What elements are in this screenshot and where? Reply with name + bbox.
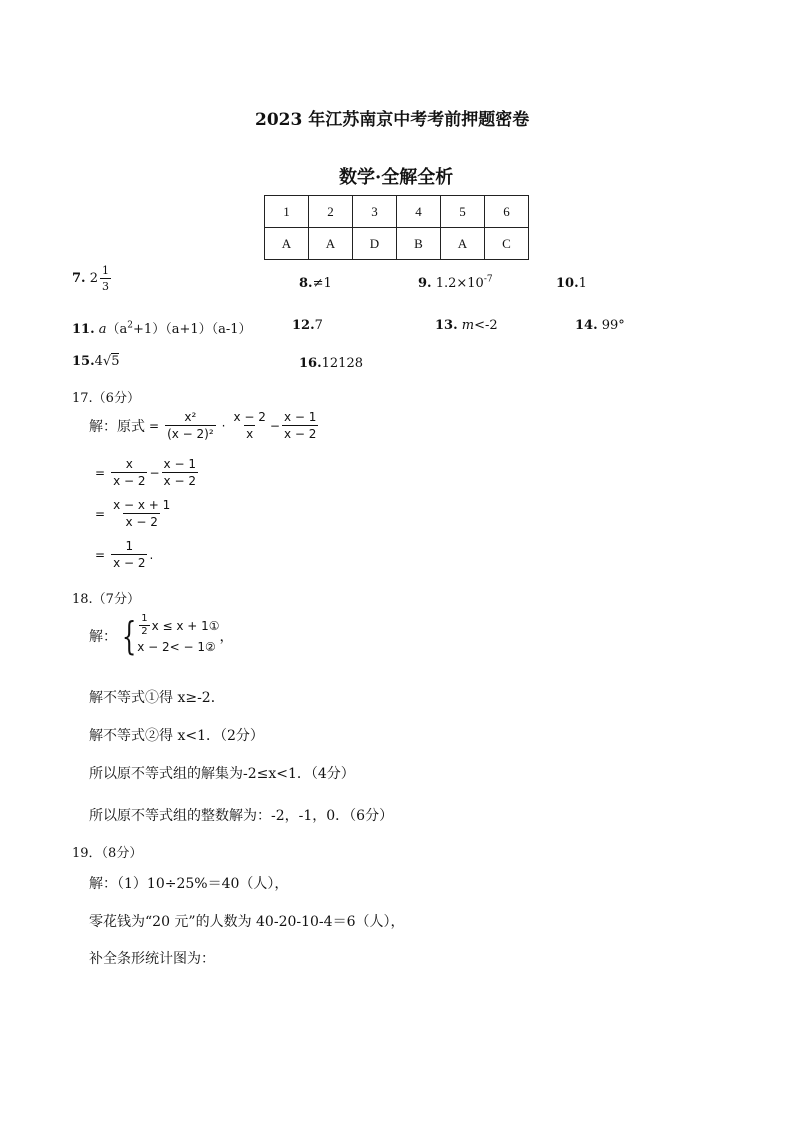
answer-value: <-2 — [474, 318, 498, 333]
table-cell: C — [485, 228, 529, 260]
numerator: x − x + 1 — [113, 498, 171, 512]
answer-value: 7 — [314, 318, 323, 333]
question-number: 8. — [299, 276, 313, 291]
answer-q12 — [292, 318, 323, 333]
denominator: x — [246, 427, 254, 441]
question-number: 10. — [556, 276, 579, 291]
answer-q10 — [556, 276, 587, 291]
question-number: 11. — [72, 322, 95, 337]
inequality-row-2: x − 2< − 1② — [137, 640, 216, 654]
minus-sign: − — [149, 465, 160, 480]
question-number: 16. — [299, 356, 322, 371]
fraction — [162, 457, 198, 488]
table-cell: 6 — [485, 196, 529, 228]
exponent: 2 — [127, 320, 134, 331]
denominator: x − 2 — [125, 515, 158, 529]
denominator: 3 — [102, 280, 109, 293]
denominator: 2 — [141, 626, 148, 637]
equals-sign: = — [95, 506, 106, 521]
equals-sign: = — [95, 547, 106, 562]
answer-q9 — [418, 276, 493, 291]
period: . — [149, 547, 154, 562]
q19-line-1: 解：（1）10÷25%＝40（人）， — [89, 876, 289, 892]
dot-operator: · — [221, 418, 226, 433]
answer-q7 — [72, 264, 113, 293]
denominator: x − 2 — [283, 427, 317, 441]
q17-line1 — [89, 410, 320, 441]
question-number: 9. — [418, 276, 432, 291]
denominator: x − 2 — [113, 556, 146, 570]
exponent: -7 — [483, 274, 493, 285]
solution-intro: 解：原式 — [89, 418, 145, 435]
answer-q11 — [72, 318, 252, 337]
q19-line-3: 补全条形统计图为： — [89, 951, 215, 967]
fraction — [111, 539, 147, 570]
answer-q16 — [299, 356, 363, 371]
question-number: 14. — [575, 318, 598, 333]
q18-system — [89, 614, 234, 657]
table-cell: 3 — [353, 196, 397, 228]
answer-value: 1 — [578, 276, 587, 291]
table-cell: A — [265, 228, 309, 260]
answer-q13 — [435, 318, 498, 333]
fraction — [111, 498, 172, 529]
solution-intro: 解： — [89, 628, 117, 645]
fraction — [111, 457, 147, 488]
q19-heading: 19．（8分） — [72, 846, 143, 861]
question-number: 15. — [72, 354, 95, 369]
answer-value: 99° — [601, 318, 625, 333]
sqrt-sign: √ — [102, 354, 112, 369]
answer-part: +1）（a+1）（a-1） — [133, 322, 252, 337]
denominator: (x − 2)² — [167, 427, 214, 441]
page-title: 2023 年江苏南京中考考前押题密卷 — [255, 110, 530, 130]
answer-part: a — [98, 322, 107, 337]
answer-table — [264, 195, 529, 260]
answer-q15 — [72, 354, 119, 369]
q18-heading: 18.（7分） — [72, 592, 140, 607]
q18-step-1: 解不等式①得 x≥-2． — [89, 690, 225, 706]
q18-step-2: 解不等式②得 x<1．（2分） — [89, 728, 264, 744]
question-number: 12. — [292, 318, 315, 333]
question-number: 13. — [435, 318, 458, 333]
inequality-text: x ≤ x + 1① — [151, 618, 220, 633]
left-brace: { — [121, 613, 137, 658]
question-number: 7. — [72, 271, 86, 286]
table-cell: A — [441, 228, 485, 260]
answer-table-answers-row — [265, 228, 529, 260]
radicand: 5 — [111, 354, 120, 369]
answer-value: 1.2×10 — [435, 276, 484, 291]
q18-step-3: 所以原不等式组的解集为-2≤x<1．（4分） — [89, 766, 355, 782]
numerator: x — [125, 457, 133, 471]
inequality-system — [137, 614, 219, 657]
q18-step-4: 所以原不等式组的整数解为：-2，-1，0．（6分） — [89, 808, 394, 824]
answer-value: 12128 — [321, 356, 363, 371]
table-cell: 2 — [309, 196, 353, 228]
comma: ， — [219, 628, 234, 645]
numerator: x² — [184, 410, 197, 424]
answer-value: ≠1 — [312, 276, 332, 291]
fraction — [282, 410, 318, 441]
table-cell: 5 — [441, 196, 485, 228]
numerator: 1 — [141, 613, 148, 624]
table-cell: 4 — [397, 196, 441, 228]
q17-line2 — [95, 457, 200, 488]
coefficient: 4 — [94, 354, 103, 369]
fraction — [139, 614, 149, 637]
denominator: x − 2 — [113, 474, 146, 488]
inequality-row-1 — [137, 614, 219, 637]
fraction — [165, 410, 216, 441]
numerator: 1 — [102, 264, 109, 277]
numerator: x − 1 — [163, 457, 196, 471]
variable: m — [461, 318, 475, 333]
table-cell: D — [353, 228, 397, 260]
table-cell: A — [309, 228, 353, 260]
numerator: x − 2 — [233, 410, 266, 424]
answer-table-numbers-row — [265, 196, 529, 228]
q17-heading: 17.（6分） — [72, 391, 140, 406]
fraction — [231, 410, 267, 441]
q17-line3 — [95, 498, 174, 529]
denominator: x − 2 — [163, 474, 196, 488]
table-cell: B — [397, 228, 441, 260]
fraction — [100, 264, 111, 293]
answer-part: （a — [106, 322, 128, 337]
q19-line-2: 零花钱为“20 元”的人数为 40-20-10-4＝6（人）， — [89, 914, 405, 930]
answer-q8 — [299, 276, 332, 291]
table-cell: 1 — [265, 196, 309, 228]
numerator: x − 1 — [283, 410, 317, 424]
page-subtitle: 数学·全解全析 — [339, 167, 454, 188]
mixed-whole: 2 — [89, 271, 98, 286]
answer-q14 — [575, 318, 625, 333]
numerator: 1 — [125, 539, 134, 553]
equals-sign: = — [95, 465, 106, 480]
minus-sign: − — [269, 418, 280, 433]
equals-sign: = — [149, 418, 160, 433]
q17-line4 — [95, 539, 153, 570]
